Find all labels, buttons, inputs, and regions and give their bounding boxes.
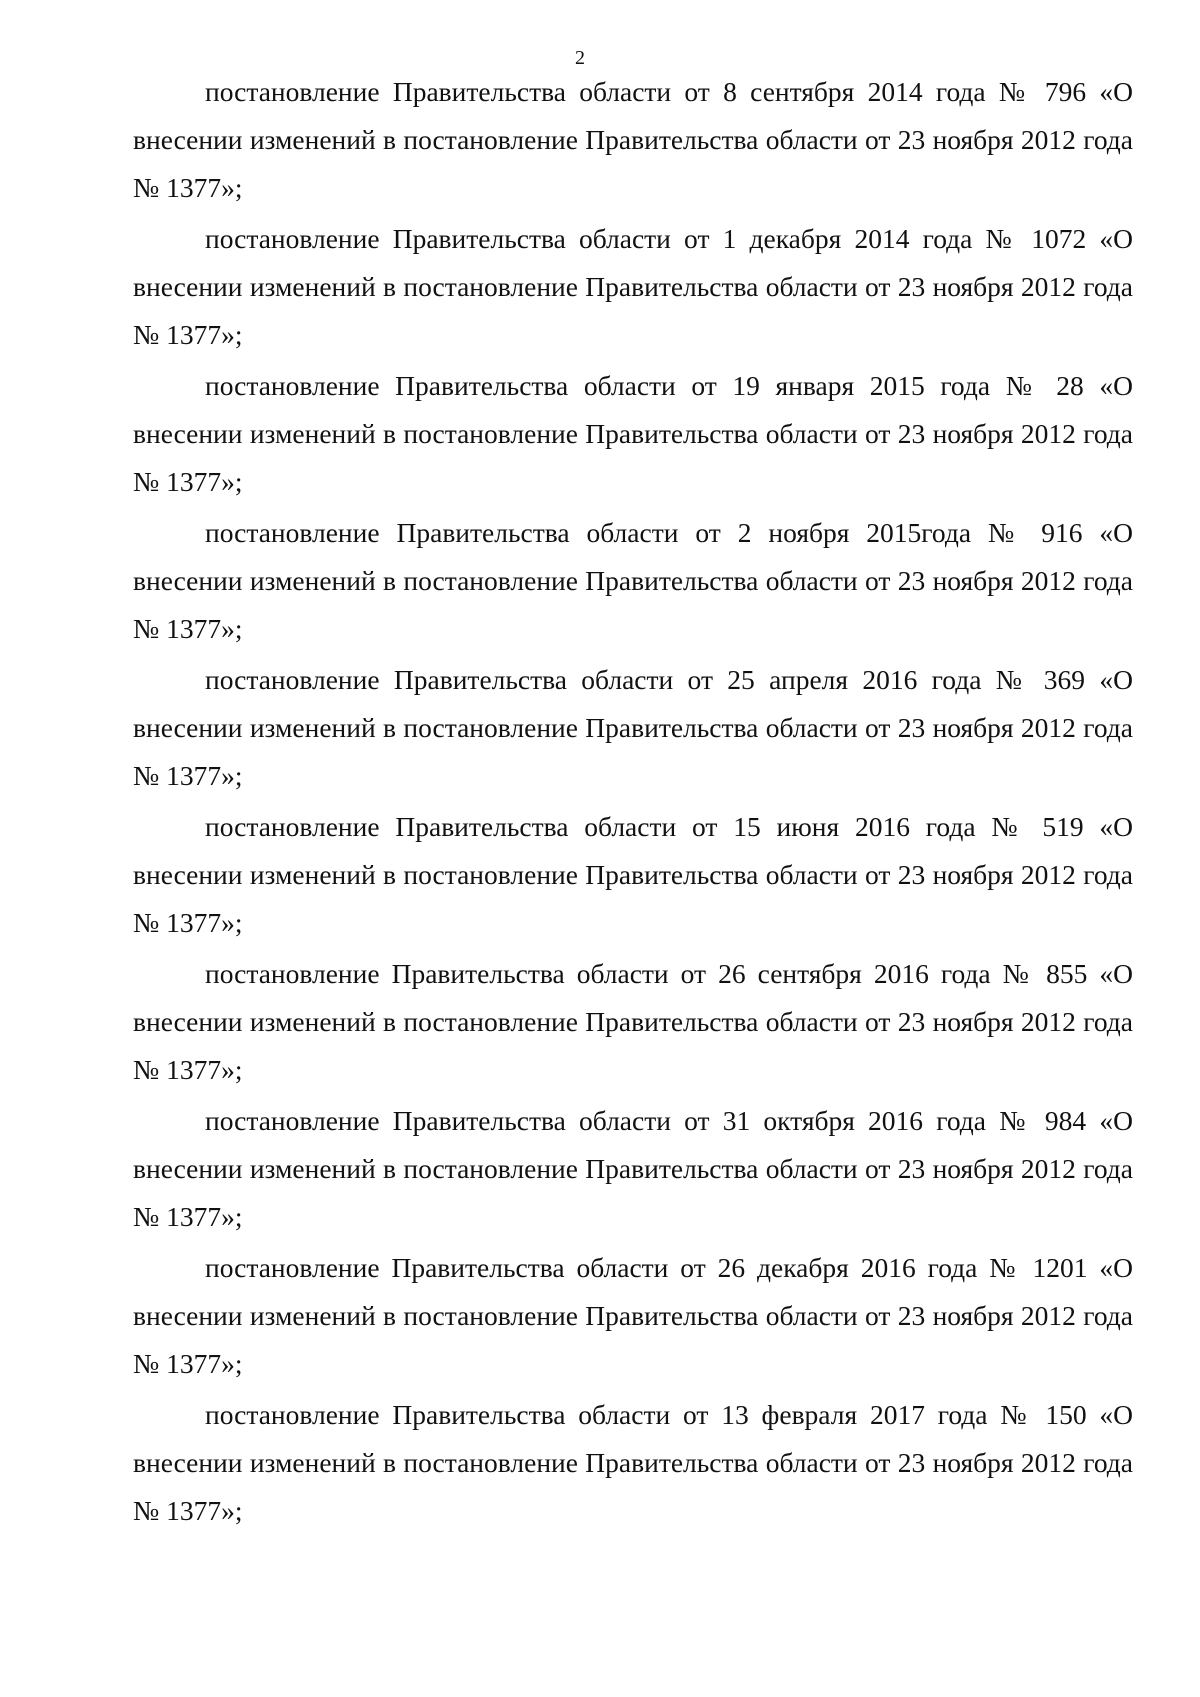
paragraph-8: постановление Правительства области от 31 октября 2016 года № 984 «О внесении изменений в постановление Правительства области от 23 ноября 2012 года № 1377»; bbox=[133, 1105, 1133, 1232]
document-body bbox=[133, 68, 1133, 1538]
paragraph-3: постановление Правительства области от 19 января 2015 года № 28 «О внесении изменений в постановление Правительства области от 23 ноября 2012 года № 1377»; bbox=[133, 370, 1133, 497]
paragraph-2: постановление Правительства области от 1 декабря 2014 года № 1072 «О внесении изменений в постановление Правительства области от 23 ноября 2012 года № 1377»; bbox=[133, 223, 1133, 350]
paragraph-5: постановление Правительства области от 25 апреля 2016 года № 369 «О внесении изменений в постановление Правительства области от 23 ноября 2012 года № 1377»; bbox=[133, 664, 1133, 791]
page-number: 2 bbox=[575, 47, 585, 69]
paragraph-9: постановление Правительства области от 26 декабря 2016 года № 1201 «О внесении изменений в постановление Правительства области от 23 ноября 2012 года № 1377»; bbox=[133, 1252, 1133, 1379]
paragraph-7: постановление Правительства области от 26 сентября 2016 года № 855 «О внесении изменений в постановление Правительства области от 23 ноября 2012 года № 1377»; bbox=[133, 958, 1133, 1085]
paragraph-6: постановление Правительства области от 15 июня 2016 года № 519 «О внесении изменений в постановление Правительства области от 23 ноября 2012 года № 1377»; bbox=[133, 811, 1133, 938]
paragraph-10: постановление Правительства области от 13 февраля 2017 года № 150 «О внесении изменений в постановление Правительства области от 23 ноября 2012 года № 1377»; bbox=[133, 1399, 1133, 1526]
paragraph-1: постановление Правительства области от 8 сентября 2014 года № 796 «О внесении изменений в постановление Правительства области от 23 ноября 2012 года № 1377»; bbox=[133, 76, 1133, 203]
paragraph-4: постановление Правительства области от 2 ноября 2015года № 916 «О внесении изменений в постановление Правительства области от 23 ноября 2012 года № 1377»; bbox=[133, 517, 1133, 644]
